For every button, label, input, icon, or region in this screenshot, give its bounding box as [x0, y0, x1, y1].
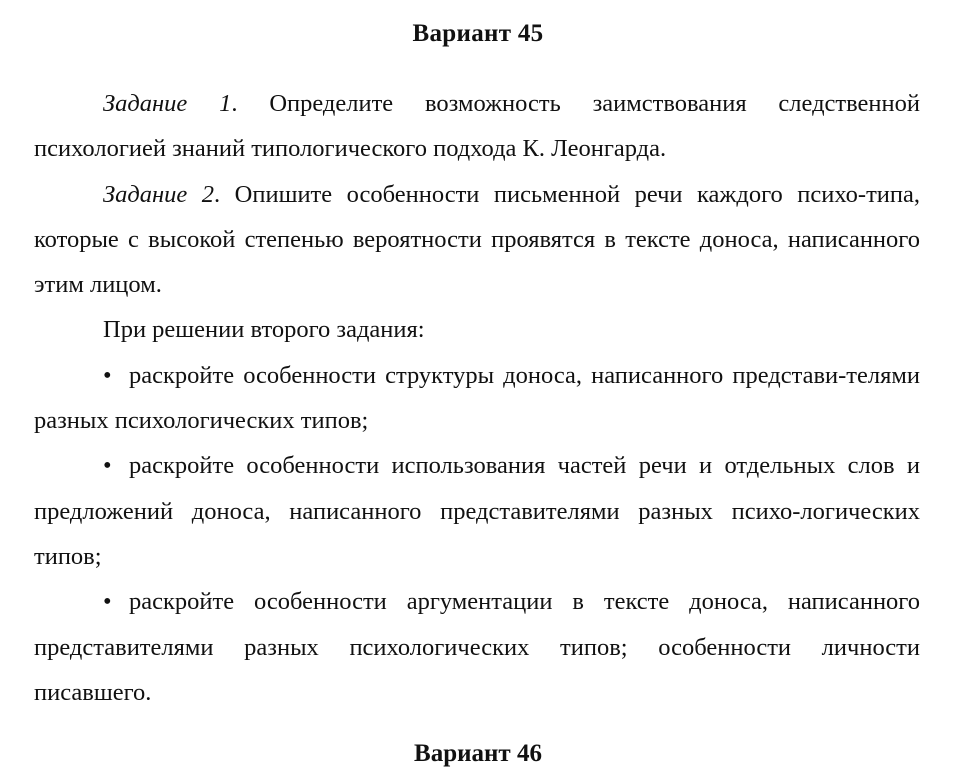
bullet-text-3: раскройте особенности аргументации в тексте доноса, написанного представителями разных психологических типов; особенности личности писавшего. — [34, 588, 920, 706]
bullet-item-1 — [34, 353, 920, 444]
task-2-label: Задание 2 — [103, 180, 215, 208]
bullet-item-2 — [34, 443, 920, 579]
bullet-text-1: раскройте особенности структуры доноса, написанного представи-телями разных психологических типов; — [34, 361, 920, 435]
variant-title: Вариант 45 — [412, 20, 544, 47]
bullet-icon: • — [103, 452, 112, 480]
intro-paragraph: При решении второго задания: — [103, 316, 425, 344]
task-1-label: Задание 1 — [103, 90, 232, 117]
bullet-icon: • — [103, 361, 112, 389]
task-2-text: . Опишите особенности письменной речи каждого психо-типа, которые с высокой степенью вероятности проявятся в тексте доноса, написанного этим лицом. — [34, 180, 920, 299]
bullet-icon: • — [103, 588, 112, 616]
task-1-paragraph — [34, 81, 920, 172]
bullet-item-3 — [34, 579, 920, 715]
next-variant-title: Вариант 46 — [414, 740, 542, 767]
bullet-text-2: раскройте особенности использования частей речи и отдельных слов и предложений доноса, написанного представителями разных психо-логических типов; — [34, 452, 920, 570]
task-2-paragraph — [34, 172, 920, 308]
document-body — [34, 81, 920, 715]
task-1-text: . Определите возможность заимствования следственной психологией знаний типологического подхода К. Леонгарда. — [34, 90, 920, 163]
